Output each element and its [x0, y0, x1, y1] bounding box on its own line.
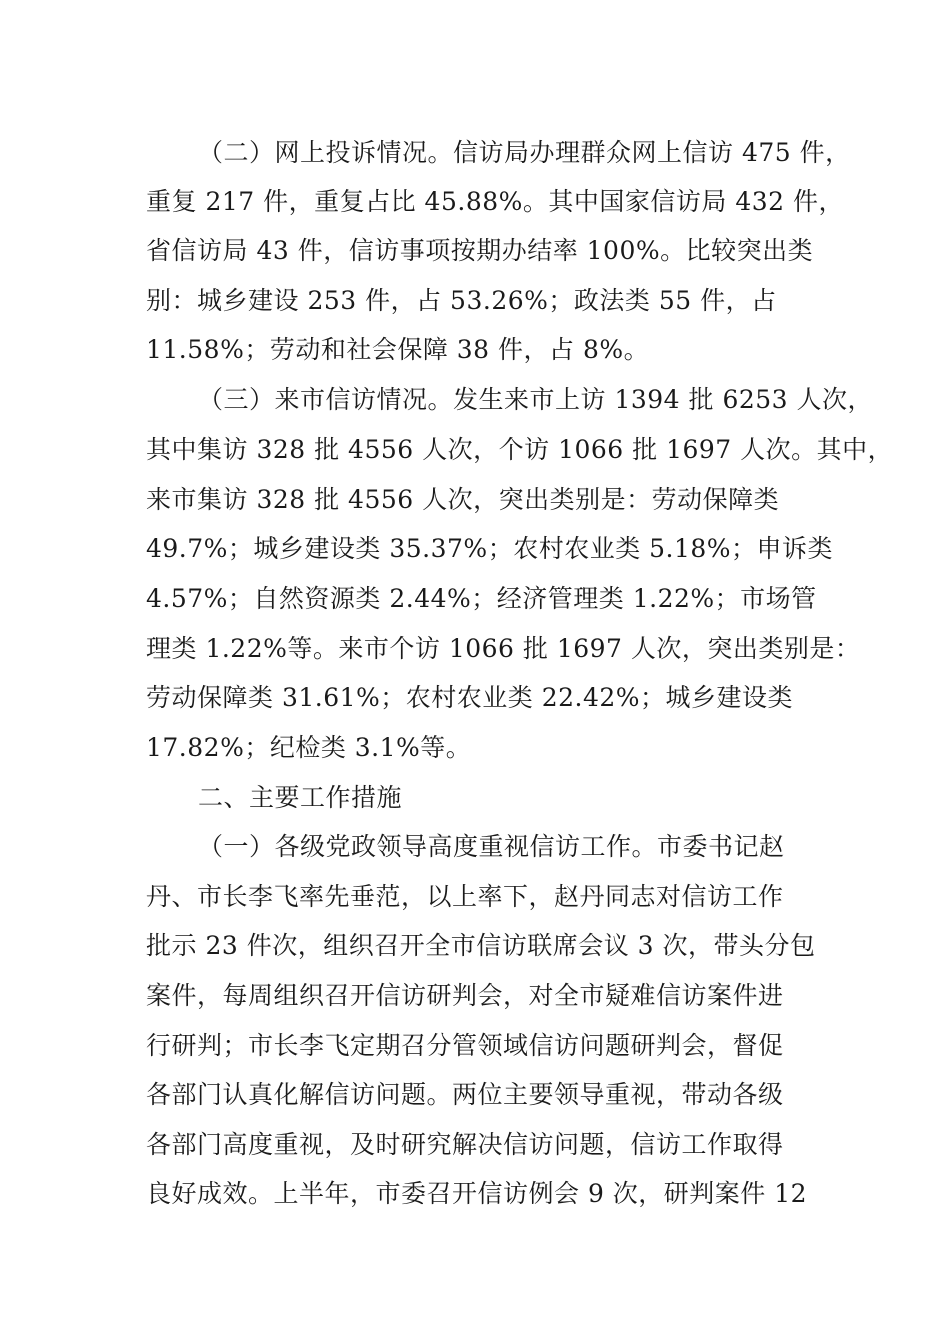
paragraph-3-line-7: 劳动保障类 31.61%；农村农业类 22.42%；城乡建设类	[146, 683, 794, 712]
paragraph-4-line-8: 良好成效。上半年，市委召开信访例会 9 次，研判案件 12	[146, 1179, 808, 1208]
paragraph-3-line-5: 4.57%；自然资源类 2.44%；经济管理类 1.22%；市场管	[146, 584, 817, 613]
paragraph-2-line-2: 重复 217 件，重复占比 45.88%。其中国家信访局 432 件，	[146, 187, 844, 216]
paragraph-4-line-2: 丹、市长李飞率先垂范，以上率下，赵丹同志对信访工作	[146, 882, 784, 911]
paragraph-4-line-7: 各部门高度重视，及时研究解决信访问题，信访工作取得	[146, 1130, 784, 1159]
paragraph-3-line-4: 49.7%；城乡建设类 35.37%；农村农业类 5.18%；申诉类	[146, 534, 834, 563]
paragraph-4-line-5: 行研判；市长李飞定期召分管领域信访问题研判会，督促	[146, 1031, 784, 1060]
paragraph-4-line-3: 批示 23 件次，组织召开全市信访联席会议 3 次，带头分包	[146, 931, 816, 960]
paragraph-4-line-4: 案件，每周组织召开信访研判会，对全市疑难信访案件进	[146, 981, 784, 1010]
paragraph-2-line-4: 别：城乡建设 253 件，占 53.26%；政法类 55 件，占	[146, 286, 777, 315]
paragraph-2-line-1: （二）网上投诉情况。信访局办理群众网上信访 475 件，	[198, 138, 851, 167]
paragraph-3-line-1: （三）来市信访情况。发生来市上访 1394 批 6253 人次，	[198, 385, 874, 414]
paragraph-2-line-3: 省信访局 43 件，信访事项按期办结率 100%。比较突出类	[146, 236, 814, 265]
paragraph-2-line-5: 11.58%；劳动和社会保障 38 件，占 8%。	[146, 335, 650, 364]
section-heading: 二、主要工作措施	[198, 783, 403, 812]
paragraph-3-line-2: 其中集访 328 批 4556 人次，个访 1066 批 1697 人次。其中，	[146, 435, 894, 464]
paragraph-3-line-6: 理类 1.22%等。来市个访 1066 批 1697 人次，突出类别是：	[146, 634, 861, 663]
paragraph-3-line-8: 17.82%；纪检类 3.1%等。	[146, 733, 472, 762]
paragraph-4-line-6: 各部门认真化解信访问题。两位主要领导重视，带动各级	[146, 1080, 784, 1109]
paragraph-3-line-3: 来市集访 328 批 4556 人次，突出类别是：劳动保障类	[146, 485, 780, 514]
paragraph-4-line-1: （一）各级党政领导高度重视信访工作。市委书记赵	[198, 832, 785, 861]
